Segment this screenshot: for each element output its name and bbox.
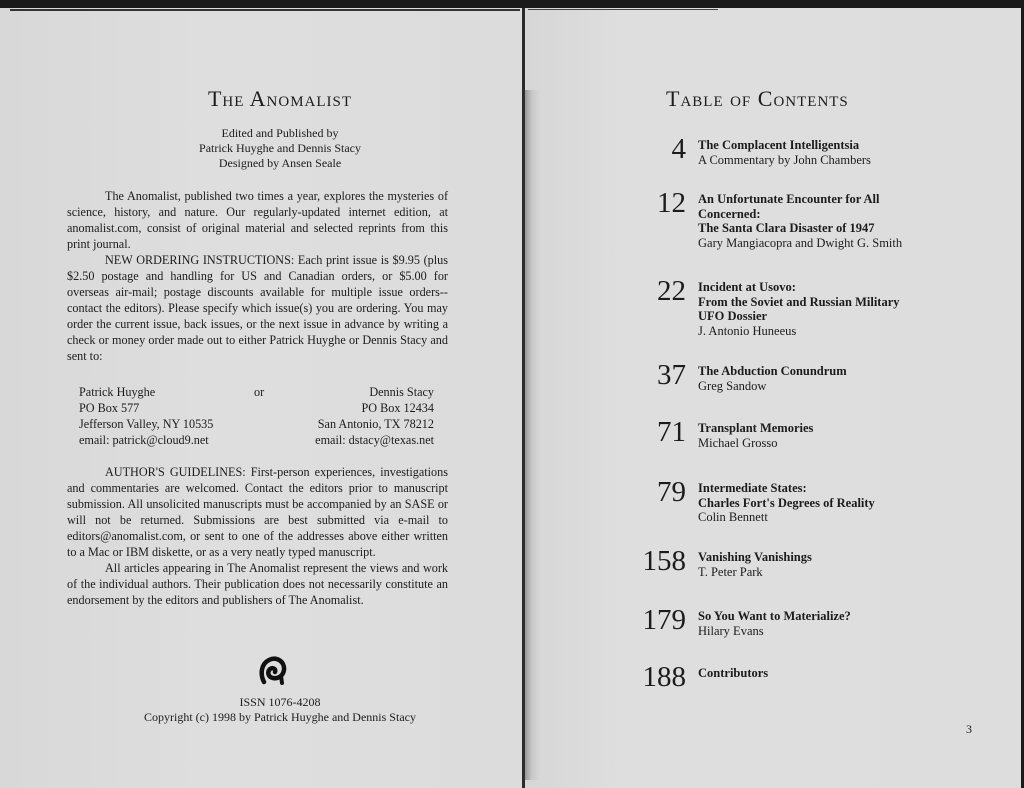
address-email: email: dstacy@texas.net: [315, 433, 434, 447]
toc-entry-title: Intermediate States:: [698, 481, 807, 495]
address-email: email: patrick@cloud9.net: [79, 433, 209, 447]
intro-section: [67, 188, 448, 364]
toc-title: Table of Contents: [666, 86, 849, 111]
scan-border-top: [0, 0, 1024, 8]
toc-entry-author: Gary Mangiacopra and Dwight G. Smith: [698, 235, 903, 250]
address-line: PO Box 12434: [361, 401, 434, 415]
toc-page-number: 158: [642, 545, 686, 577]
toc-page-number: 188: [642, 661, 686, 693]
toc-page-number: 22: [657, 275, 686, 307]
spiral-logo-icon: [258, 656, 288, 686]
toc-entry-title: Concerned:: [698, 206, 761, 221]
masthead-title: The Anomalist: [207, 86, 353, 111]
copyright: Copyright (c) 1998 by Patrick Huyghe and Dennis Stacy: [144, 710, 416, 724]
toc-entry-title: Incident at Usovo:: [698, 280, 796, 294]
credit-line: Edited and Published by: [221, 126, 339, 140]
toc-entry-title: Vanishing Vanishings: [698, 550, 812, 564]
toc-entry-author: Hilary Evans: [698, 623, 764, 638]
toc-entry-text: [698, 481, 998, 525]
toc-entry-title: So You Want to Materialize?: [698, 609, 851, 623]
toc-entry-text: [698, 192, 998, 250]
toc-entry-title: From the Soviet and Russian Military: [698, 294, 900, 309]
credits: [60, 126, 500, 171]
toc-entry-title: The Santa Clara Disaster of 1947: [698, 221, 875, 235]
toc-page-number: 179: [642, 604, 686, 636]
toc-entry-text: [698, 138, 998, 167]
gutter-shadow: [524, 90, 540, 780]
views-paragraph: All articles appearing in The Anomalist represent the views and work of the individual authors. Their publication does not necessarily constitute an endorsement by the editors and publishers of The Anomalist.: [67, 561, 448, 607]
intro-paragraph: The Anomalist, published two times a year, explores the mysteries of science, history, and nature. Our regularly-updated internet edition, at anomalist.com, consist of original material and selected reprints from this print journal.: [67, 189, 448, 251]
toc-entry-text: [698, 609, 998, 638]
toc-page-number: 12: [657, 187, 686, 219]
toc-entry-title: The Complacent Intelligentsia: [698, 138, 860, 152]
toc-entry-title: Contributors: [698, 666, 769, 680]
toc-entry-author: T. Peter Park: [698, 564, 763, 579]
ordering-paragraph: NEW ORDERING INSTRUCTIONS: Each print issue is $9.95 (plus $2.50 postage and handling for US and Canadian orders, or $5.00 for overseas air-mail; postage discounts available for multiple issue orders--contact the editors). Please specify which issue(s) you are ordering. You may order the current issue, back issues, or the next issue in advance by writing a check or money order made out to either Patrick Huyghe or Dennis Stacy and sent to:: [67, 253, 448, 363]
address-line: San Antonio, TX 78212: [317, 417, 434, 431]
address-line: PO Box 577: [79, 401, 140, 415]
guidelines-paragraph: AUTHOR'S GUIDELINES: First-person experiences, investigations and commentaries are welcomed. Contact the editors prior to manuscript submission. All unsolicited manuscripts must be accompanied by an SASE or will not be returned. Submissions are best submitted via e-mail to editors@anomalist.com, or sent to one of the addresses above either written to a Mac or IBM diskette, or as a very neatly typed manuscript.: [67, 465, 448, 559]
toc-entry-text: [698, 421, 998, 450]
toc-page-number: 37: [657, 359, 686, 391]
toc-entry-text: [698, 550, 998, 579]
toc-page-number: 4: [671, 133, 686, 165]
toc-entry-title: An Unfortunate Encounter for All: [698, 192, 880, 206]
toc-entry-text: [698, 666, 998, 681]
toc-entry-title: The Abduction Conundrum: [698, 364, 847, 378]
credit-line: Designed by Ansen Seale: [218, 156, 342, 170]
address-separator: or: [254, 385, 265, 399]
left-page-top-edge: [10, 9, 520, 11]
guidelines-section: [67, 464, 448, 608]
toc-page-number: 79: [657, 476, 686, 508]
toc-entry-author: J. Antonio Huneeus: [698, 323, 797, 338]
toc-entry-text: [698, 280, 998, 338]
credit-line: Patrick Huyghe and Dennis Stacy: [199, 141, 361, 155]
address-line: Patrick Huyghe: [79, 385, 156, 399]
address-patrick: [79, 384, 213, 448]
page-number: 3: [966, 722, 972, 736]
toc-entry-author: A Commentary by John Chambers: [698, 152, 871, 167]
toc-entry-text: [698, 364, 998, 393]
toc-entry-author: Colin Bennett: [698, 510, 768, 524]
toc-entry-title: UFO Dossier: [698, 309, 768, 323]
address-line: Dennis Stacy: [369, 385, 434, 399]
toc-entry-title: Charles Fort's Degrees of Reality: [698, 495, 875, 510]
issn: ISSN 1076-4208: [239, 695, 321, 709]
toc-entry-author: Greg Sandow: [698, 378, 767, 393]
right-page-top-edge: [528, 9, 718, 10]
toc-entry-author: Michael Grosso: [698, 435, 778, 450]
toc-entry-title: Transplant Memories: [698, 421, 814, 435]
toc-page-number: 71: [657, 416, 686, 448]
address-line: Jefferson Valley, NY 10535: [79, 417, 214, 431]
issn-block: [60, 695, 500, 725]
address-dennis: [315, 384, 434, 448]
